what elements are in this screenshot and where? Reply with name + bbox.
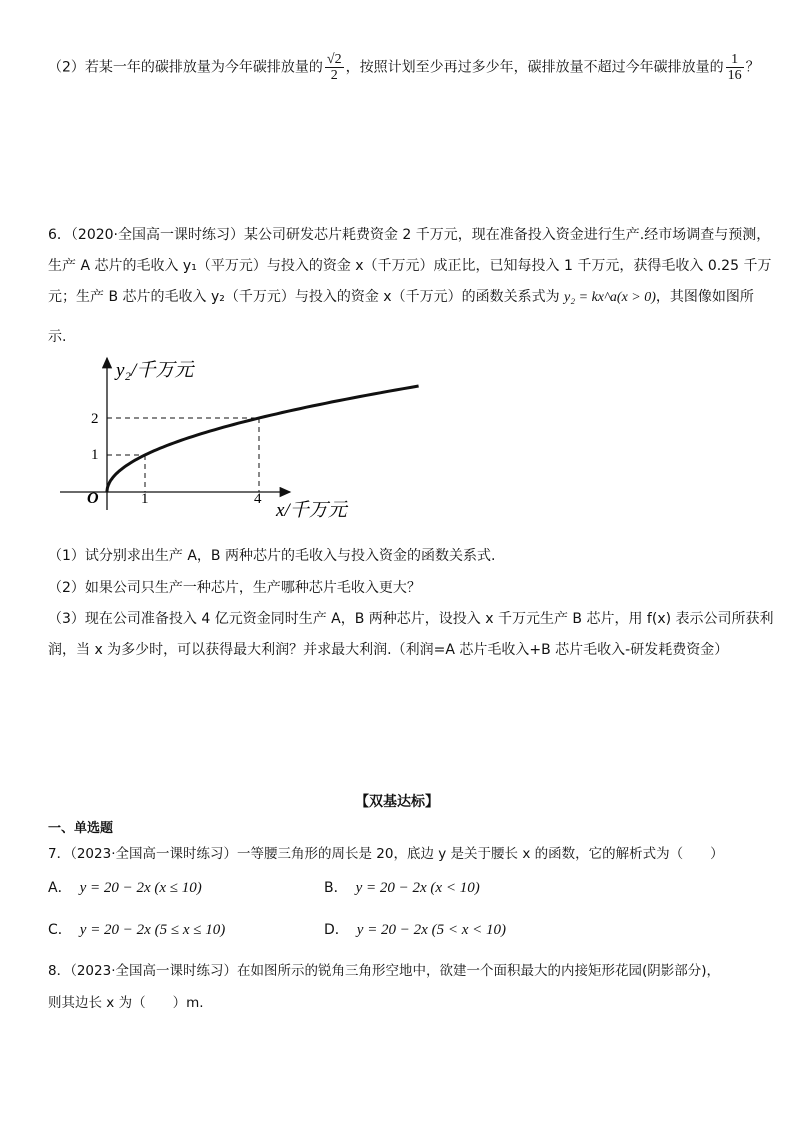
q5-part2 <box>48 52 760 83</box>
option-formula: y = 20 − 2x (x ≤ 10) <box>79 880 202 896</box>
q6-line3-a: 元；生产 B 芯片的毛收入 y₂（千万元）与投入的资金 x（千万元）的函数关系式为 <box>48 289 565 305</box>
origin-label: O <box>87 490 99 507</box>
x-tick-4: 4 <box>254 491 262 507</box>
option-label: B． <box>324 880 348 896</box>
fraction-numerator: √2 <box>326 52 342 67</box>
fraction-1-over-16 <box>726 52 744 83</box>
q7-stem: 7．（2023·全国高一课时练习）一等腰三角形的周长是 20，底边 y 是关于腰长 x 的函数，它的解析式为（ ） <box>48 846 724 862</box>
y-tick-2: 2 <box>91 411 99 427</box>
q6-sub1: （1）试分别求出生产 A，B 两种芯片的毛收入与投入资金的函数关系式. <box>48 548 496 564</box>
q6-line1: 6．（2020·全国高一课时练习）某公司研发芯片耗费资金 2 千万元，现在准备投入资金进行生产.经市场调查与预测， <box>48 227 771 243</box>
section-title: 【双基达标】 <box>355 794 439 810</box>
q7-option-c[interactable] <box>48 919 225 939</box>
section-heading: 一、单选题 <box>48 821 114 836</box>
q6-line3-b: ，其图像如图所 <box>655 289 754 305</box>
option-label: A． <box>48 880 72 896</box>
q5-part2-prefix: （2）若某一年的碳排放量为今年碳排放量的 <box>48 59 323 76</box>
q6-line3 <box>48 286 754 306</box>
option-label: D． <box>324 922 349 938</box>
q7-option-b[interactable] <box>324 877 480 897</box>
y-tick-1: 1 <box>91 447 99 463</box>
q6-line4: 示. <box>48 329 67 345</box>
q6-line2: 生产 A 芯片的毛收入 y₁（平万元）与投入的资金 x（千万元）成正比，已知每投入 1 千万元，获得毛收入 0.25 千万 <box>48 258 772 274</box>
fraction-denominator: 16 <box>727 68 742 83</box>
q7-option-a[interactable] <box>48 877 202 897</box>
option-formula: y = 20 − 2x (5 < x < 10) <box>356 922 506 938</box>
x-tick-1: 1 <box>141 491 149 507</box>
q5-part2-suffix: ？ <box>745 59 760 76</box>
option-formula: y = 20 − 2x (x < 10) <box>355 880 480 896</box>
q6-sub3-line1: （3）现在公司准备投入 4 亿元资金同时生产 A，B 两种芯片，设投入 x 千万元生产 B 芯片，用 f(x) 表示公司所获利 <box>48 611 774 627</box>
q8-line2: 则其边长 x 为（ ）m. <box>48 995 204 1011</box>
q6-sub3-line2: 润，当 x 为多少时，可以获得最大利润？并求最大利润.（利润=A 芯片毛收入+B 芯片毛收入-研发耗费资金） <box>48 642 729 658</box>
q6-formula: y₂ = kx^a(x > 0) <box>564 290 656 305</box>
q7-option-d[interactable] <box>324 919 506 939</box>
option-formula: y = 20 − 2x (5 ≤ x ≤ 10) <box>79 922 226 938</box>
q8-line1: 8．（2023·全国高一课时练习）在如图所示的锐角三角形空地中，欲建一个面积最大的内接矩形花园(阴影部分)， <box>48 963 721 979</box>
option-label: C． <box>48 922 72 938</box>
fraction-denominator: 2 <box>330 68 338 83</box>
fraction-numerator: 1 <box>726 52 744 68</box>
fraction-sqrt2-over-2 <box>325 52 344 83</box>
y-axis-label: y₂/千万元 <box>116 360 194 381</box>
q6-sub2: （2）如果公司只生产一种芯片，生产哪种芯片毛收入更大？ <box>48 580 421 596</box>
function-curve <box>107 386 419 492</box>
x-axis-label: x/千万元 <box>276 500 347 521</box>
q5-part2-middle: ，按照计划至少再过多少年，碳排放量不超过今年碳排放量的 <box>345 59 724 76</box>
